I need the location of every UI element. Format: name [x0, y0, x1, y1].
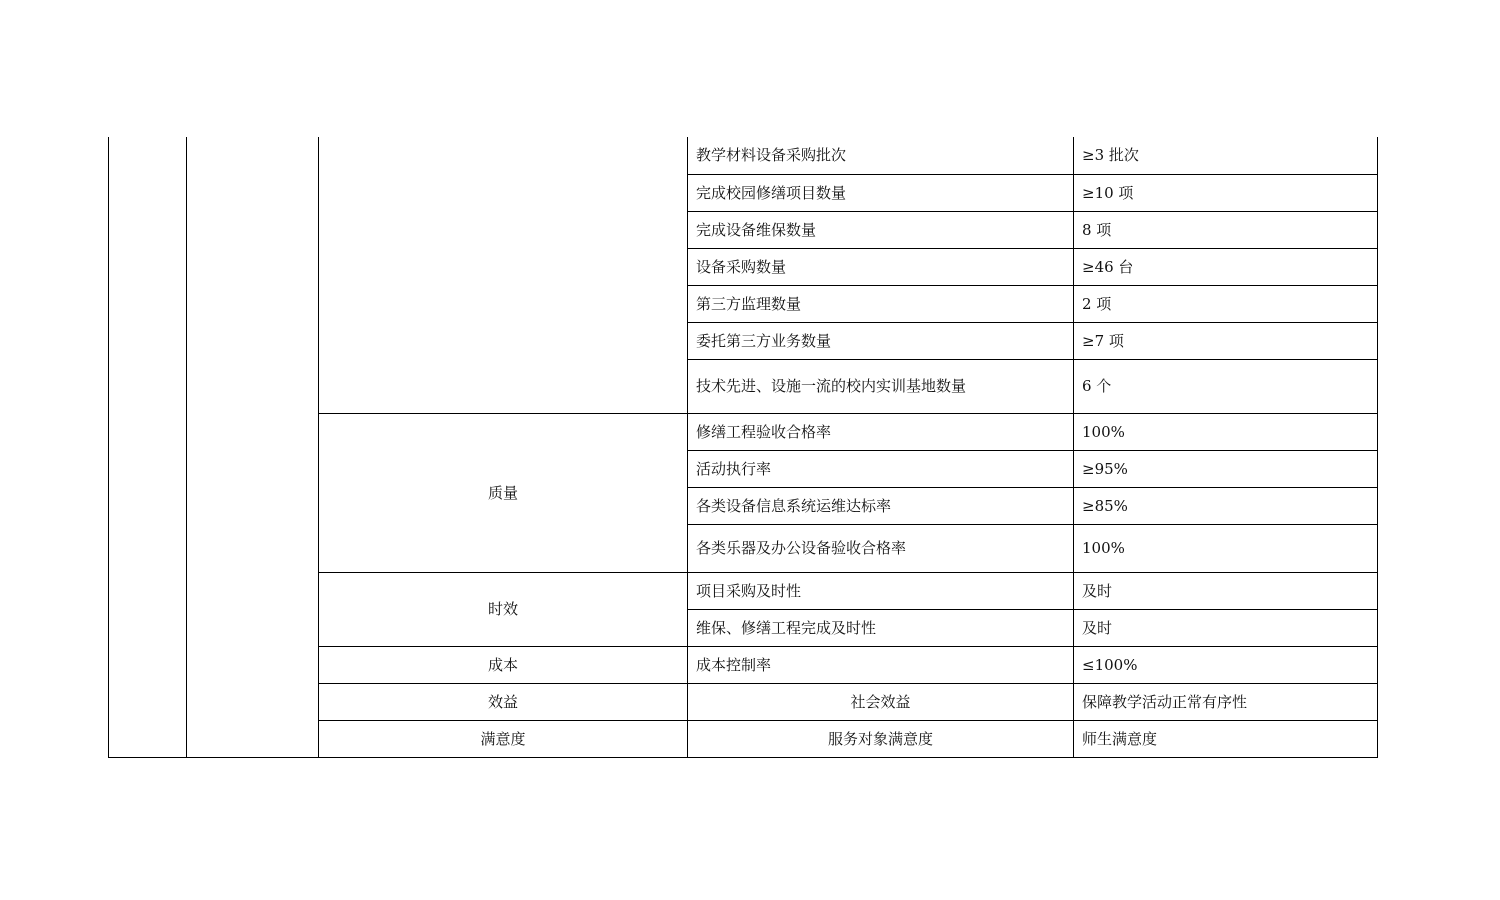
indicator-value: 100% [1074, 524, 1378, 572]
indicator-value: 及时 [1074, 572, 1378, 609]
level2-timeliness-label: 时效 [319, 572, 688, 646]
indicator-name: 设备采购数量 [688, 248, 1074, 285]
level1-output-cell [187, 137, 319, 757]
indicator-name: 各类设备信息系统运维达标率 [688, 487, 1074, 524]
level1-benefit-label: 效益 [319, 683, 688, 720]
indicator-value: 8 项 [1074, 211, 1378, 248]
indicator-name: 第三方监理数量 [688, 285, 1074, 322]
table-row [109, 137, 1378, 174]
indicator-name: 保障教学活动正常有序性 [1074, 683, 1378, 720]
indicator-name: 师生满意度 [1074, 720, 1378, 757]
level1-satisfaction-label: 满意度 [319, 720, 688, 757]
indicator-value: ≤100% [1074, 646, 1378, 683]
indicator-name: 完成校园修缮项目数量 [688, 174, 1074, 211]
indicator-value: 2 项 [1074, 285, 1378, 322]
indicator-value: ≥3 批次 [1074, 137, 1378, 174]
indicator-name: 成本控制率 [688, 646, 1074, 683]
indicator-value: 及时 [1074, 609, 1378, 646]
indicator-name: 完成设备维保数量 [688, 211, 1074, 248]
indicator-value: ≥85% [1074, 487, 1378, 524]
indicator-value: 6 个 [1074, 359, 1378, 413]
indicator-name: 技术先进、设施一流的校内实训基地数量 [688, 359, 1074, 413]
level1-category-cell [109, 137, 187, 757]
level2-social-benefit-label: 社会效益 [688, 683, 1074, 720]
performance-indicator-table [108, 137, 1378, 758]
indicator-name: 维保、修缮工程完成及时性 [688, 609, 1074, 646]
indicator-value: ≥7 项 [1074, 322, 1378, 359]
indicator-name: 教学材料设备采购批次 [688, 137, 1074, 174]
indicator-name: 修缮工程验收合格率 [688, 413, 1074, 450]
indicator-name: 项目采购及时性 [688, 572, 1074, 609]
level2-cost-label: 成本 [319, 646, 688, 683]
level2-quantity-cell [319, 137, 688, 413]
level2-quality-label: 质量 [319, 413, 688, 572]
indicator-value: ≥95% [1074, 450, 1378, 487]
indicator-value: ≥10 项 [1074, 174, 1378, 211]
indicator-name: 活动执行率 [688, 450, 1074, 487]
indicator-value: 100% [1074, 413, 1378, 450]
indicator-name: 委托第三方业务数量 [688, 322, 1074, 359]
level2-service-satisfaction-label: 服务对象满意度 [688, 720, 1074, 757]
indicator-value: ≥46 台 [1074, 248, 1378, 285]
indicator-name: 各类乐器及办公设备验收合格率 [688, 524, 1074, 572]
